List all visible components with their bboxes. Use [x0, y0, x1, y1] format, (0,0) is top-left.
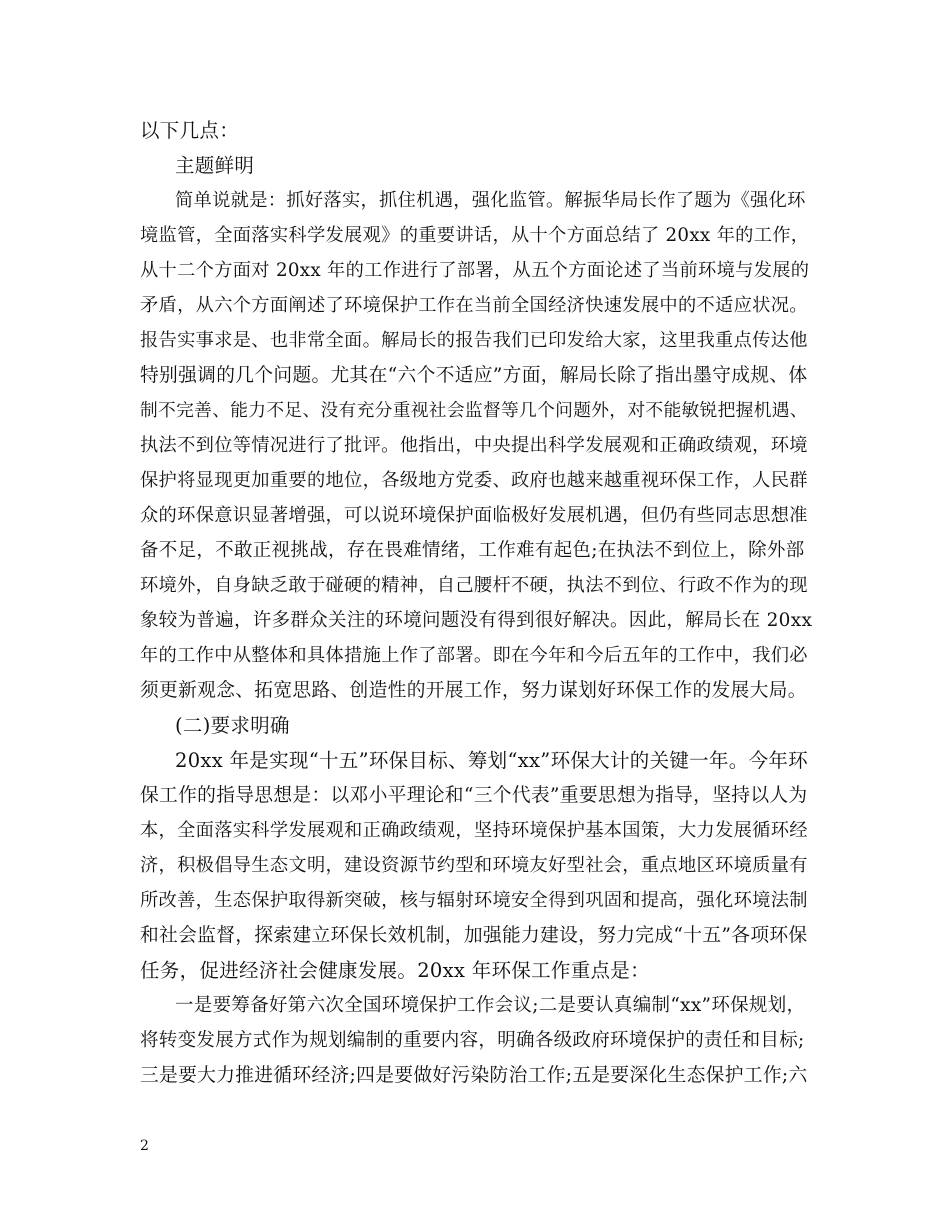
body-text-line: 20xx 年是实现“十五”环保目标、筹划“xx”环保大计的关键一年。今年环: [175, 749, 808, 772]
body-text-line: 简单说就是：抓好落实，抓住机遇，强化监管。解振华局长作了题为《强化环: [175, 190, 806, 211]
section-heading: (二)要求明确: [175, 714, 290, 737]
body-text-line: 以下几点：: [140, 119, 240, 142]
body-text-line: 保护将显现更加重要的地位，各级地方党委、政府也越来越重视环保工作，人民群: [140, 470, 808, 491]
body-text-line: 环境外，自身缺乏敢于碰硬的精神，自己腰杆不硬，执法不到位、行政不作为的现: [140, 575, 808, 596]
body-text-line: 报告实事求是、也非常全面。解局长的报告我们已印发给大家，这里我重点传达他: [140, 330, 808, 351]
body-text-line: 制不完善、能力不足、没有充分重视社会监督等几个问题外，对不能敏锐把握机遇、: [140, 401, 808, 421]
body-text-line: 和社会监督，探索建立环保长效机制，加强能力建设，努力完成“十五”各项环保: [140, 925, 808, 946]
body-text-line: 备不足，不敢正视挑战，存在畏难情绪，工作难有起色;在执法不到位上，除外部: [140, 540, 805, 561]
body-text-line: 矛盾，从六个方面阐述了环境保护工作在当前全国经济快速发展中的不适应状况。: [140, 295, 808, 316]
page-number: 2: [140, 1138, 149, 1154]
body-text-line: 众的环保意识显著增强，可以说环境保护面临极好发展机遇，但仍有些同志思想准: [140, 505, 808, 526]
section-heading: 主题鲜明: [175, 154, 255, 177]
body-text-line: 济，积极倡导生态文明，建设资源节约型和环境友好型社会，重点地区环境质量有: [140, 855, 808, 876]
body-text-line: 任务，促进经济社会健康发展。20xx 年环保工作重点是：: [140, 959, 650, 982]
body-text-line: 从十二个方面对 20xx 年的工作进行了部署，从五个方面论述了当前环境与发展的: [140, 260, 810, 281]
body-text-line: 本，全面落实科学发展观和正确政绩观，坚持环境保护基本国策，大力发展循环经: [140, 820, 808, 841]
body-text-line: 特别强调的几个问题。尤其在“六个不适应”方面，解局长除了指出墨守成规、体: [140, 365, 808, 386]
body-text-line: 须更新观念、拓宽思路、创造性的开展工作，努力谋划好环保工作的发展大局。: [140, 680, 807, 701]
body-text-line: 象较为普遍，许多群众关注的环境问题没有得到很好解决。因此，解局长在 20xx: [140, 610, 813, 631]
body-text-line: 所改善，生态保护取得新突破，核与辐射环境安全得到巩固和提高，强化环境法制: [140, 890, 808, 911]
body-text-line: 一是要筹备好第六次全国环境保护工作会议;二是要认真编制“xx”环保规划，: [175, 995, 806, 1016]
body-text-line: 将转变发展方式作为规划编制的重要内容，明确各级政府环境保护的责任和目标;: [140, 1030, 805, 1051]
body-text-line: 年的工作中从整体和具体措施上作了部署。即在今年和今后五年的工作中，我们必: [140, 645, 808, 666]
body-text-line: 境监管，全面落实科学发展观》的重要讲话，从十个方面总结了 20xx 年的工作，: [140, 225, 810, 246]
body-text-line: 三是要大力推进循环经济;四是要做好污染防治工作;五是要深化生态保护工作;六: [140, 1065, 808, 1086]
body-text-line: 执法不到位等情况进行了批评。他指出，中央提出科学发展观和正确政绩观，环境: [140, 435, 808, 456]
body-text-line: 保工作的指导思想是：以邓小平理论和“三个代表”重要思想为指导，坚持以人为: [140, 785, 808, 806]
